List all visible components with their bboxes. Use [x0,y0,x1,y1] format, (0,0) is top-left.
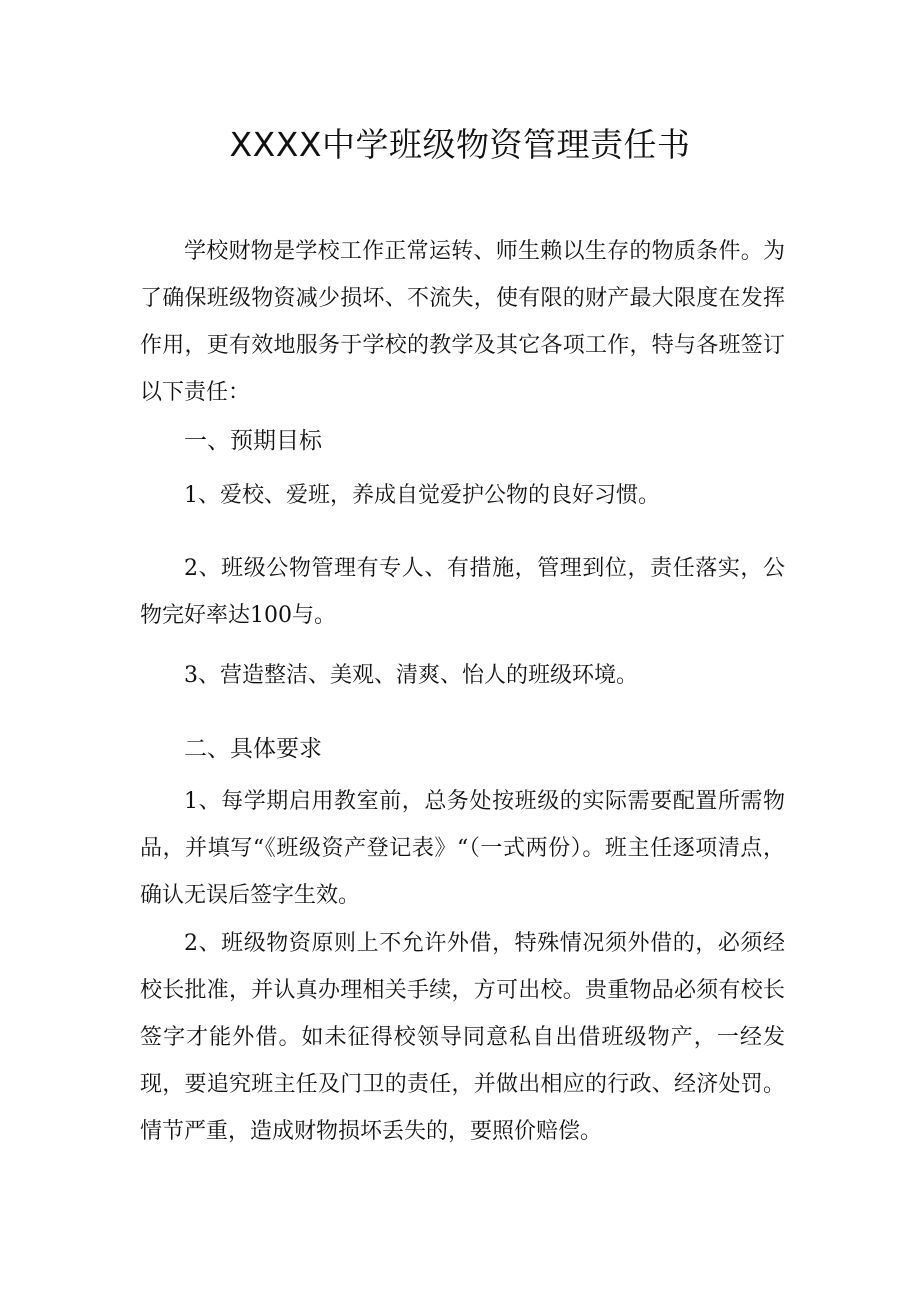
requirement-item: 1、每学期启用教室前，总务处按班级的实际需要配置所需物品，并填写“《班级资产登记表》“（一式两份）。班主任逐项清点，确认无误后签字生效。 [140,789,785,908]
goal-item: 2、班级公物管理有专人、有措施，管理到位，责任落实，公物完好率达100与。 [140,556,785,628]
goal-item: 1、爱校、爱班，养成自觉爱护公物的良好习惯。 [184,483,660,508]
section-heading-goals: 一、预期目标 [184,428,322,454]
goal-item: 3、营造整洁、美观、清爽、怡人的班级环境。 [184,663,638,688]
section-heading-requirements: 二、具体要求 [184,736,322,762]
document-title: XXXX中学班级物资管理责任书 [229,125,691,164]
intro-paragraph: 学校财物是学校工作正常运转、师生赖以生存的物质条件。为了确保班级物资减少损坏、不流失，使有限的财产最大限度在发挥作用，更有效地服务于学校的教学及其它各项工作，特与各班签订以下责任： [140,239,785,405]
requirement-item: 2、班级物资原则上不允许外借，特殊情况须外借的，必须经校长批准，并认真办理相关手续，方可出校。贵重物品必须有校长签字才能外借。如未征得校领导同意私自出借班级物产，一经发现，要追究班主任及门卫的责任，并做出相应的行政、经济处罚。情节严重，造成财物损坏丢失的，要照价赔偿。 [140,931,785,1144]
